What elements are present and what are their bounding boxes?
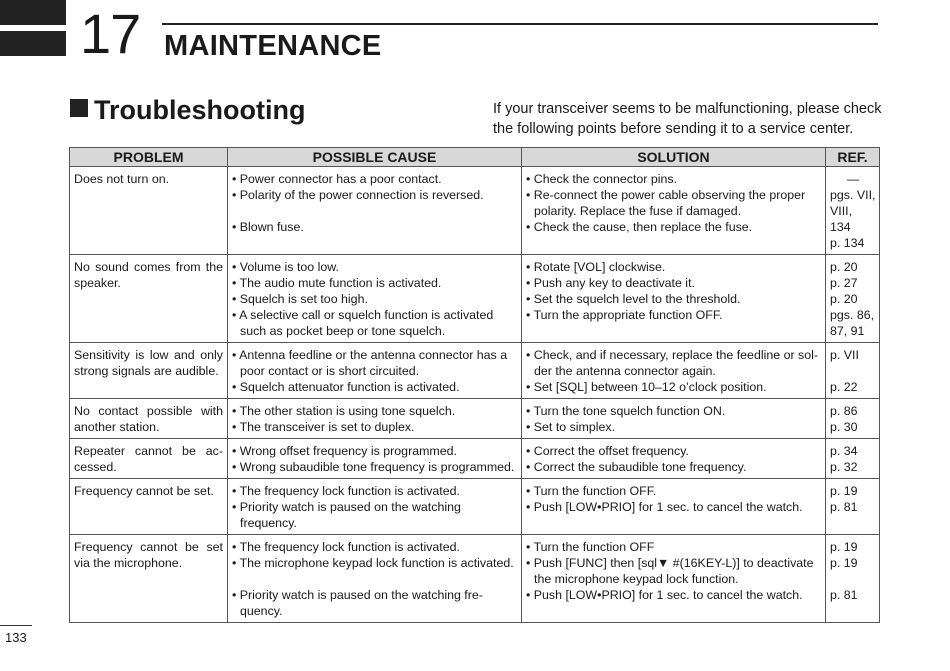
ref-cell: [826, 479, 880, 535]
problem-cell: Does not turn on.: [70, 167, 228, 255]
solution-item: • Turn the appropriate function OFF.: [526, 307, 821, 323]
spacer: [232, 571, 517, 587]
cause-item: • Blown fuse.: [232, 219, 517, 235]
problem-cell: No sound comes from the speaker.: [70, 255, 228, 343]
table-row: [70, 343, 880, 399]
cause-item: • Power connector has a poor contact.: [232, 171, 517, 187]
cause-item: • Squelch is set too high.: [232, 291, 517, 307]
ref-item: p. 19: [830, 484, 858, 498]
table-body: [70, 167, 880, 623]
ref-item: p. 20: [830, 260, 858, 274]
section-title-text: Troubleshooting: [94, 95, 306, 125]
problem-cell: Sensitivity is low and only strong signals are audible.: [70, 343, 228, 399]
solution-cell: [522, 399, 826, 439]
ref-item: p. 32: [830, 460, 858, 474]
solution-item: • Set [SQL] between 10–12 o’clock position.: [526, 379, 821, 395]
table-header-row: [70, 148, 880, 167]
ref-cell: [826, 439, 880, 479]
solution-item: • Set to simplex.: [526, 419, 821, 435]
cause-item: • Wrong subaudible tone frequency is programmed.: [232, 459, 517, 475]
ref-item: p. 34: [830, 444, 858, 458]
solution-item: • Push [LOW•PRIO] for 1 sec. to cancel the watch.: [526, 499, 821, 515]
cause-cell: [228, 343, 522, 399]
spacer: [232, 203, 517, 219]
cause-item: • The other station is using tone squelch.: [232, 403, 517, 419]
table-row: [70, 399, 880, 439]
ref-item: p. VII: [830, 348, 859, 362]
ref-item: p. 19: [830, 540, 858, 554]
table-row: [70, 167, 880, 255]
cause-item: • The frequency lock function is activated.: [232, 483, 517, 499]
ref-cell: [826, 343, 880, 399]
ref-cell: [826, 255, 880, 343]
cause-cell: [228, 439, 522, 479]
cause-item: • Squelch attenuator function is activated.: [232, 379, 517, 395]
solution-cell: [522, 343, 826, 399]
header-ref: REF.: [826, 148, 880, 167]
square-bullet-icon: [70, 99, 88, 117]
solution-item: • Set the squelch level to the threshold.: [526, 291, 821, 307]
solution-item: • Correct the subaudible tone frequency.: [526, 459, 821, 475]
ref-cell: [826, 399, 880, 439]
cause-item: • The frequency lock function is activated.: [232, 539, 517, 555]
cause-item: • Priority watch is paused on the watching fre-quency.: [232, 587, 517, 619]
ref-item: p. 81: [830, 588, 858, 602]
header-solution: SOLUTION: [522, 148, 826, 167]
solution-item: • Check the cause, then replace the fuse.: [526, 219, 821, 235]
solution-item: • Check the connector pins.: [526, 171, 821, 187]
solution-cell: [522, 167, 826, 255]
solution-item: • Check, and if necessary, replace the feedline or sol-der the antenna connector again.: [526, 347, 821, 379]
header-cause: POSSIBLE CAUSE: [228, 148, 522, 167]
table-row: [70, 439, 880, 479]
cause-item: • Wrong offset frequency is programmed.: [232, 443, 517, 459]
chapter-number: 17: [80, 2, 141, 65]
table-row: [70, 535, 880, 623]
page-number: 133: [5, 630, 27, 645]
spacer: [830, 363, 876, 379]
solution-cell: [522, 535, 826, 623]
cause-cell: [228, 255, 522, 343]
table-row: [70, 255, 880, 343]
chapter-tab-graphic: [0, 0, 66, 58]
cause-item: • Polarity of the power connection is reversed.: [232, 187, 517, 203]
cause-cell: [228, 167, 522, 255]
ref-item: p. 134: [830, 236, 865, 250]
chapter-title: MAINTENANCE: [164, 30, 382, 62]
solution-item: • Push [FUNC] then [sql▼ #(16KEY-L)] to deactivate the microphone keypad lock function.: [526, 555, 821, 587]
cause-item: • Priority watch is paused on the watching frequency.: [232, 499, 517, 531]
cause-item: • Antenna feedline or the antenna connector has a poor contact or is short circuited.: [232, 347, 517, 379]
ref-item: p. 27: [830, 276, 858, 290]
solution-cell: [522, 439, 826, 479]
ref-item: p. 20: [830, 292, 858, 306]
cause-cell: [228, 479, 522, 535]
cause-item: • A selective call or squelch function is activated such as pocket beep or tone squelch.: [232, 307, 517, 339]
header-rule: [162, 23, 878, 25]
cause-item: • The audio mute function is activated.: [232, 275, 517, 291]
cause-item: • The microphone keypad lock function is activated.: [232, 555, 517, 571]
cause-cell: [228, 399, 522, 439]
cause-item: • The transceiver is set to duplex.: [232, 419, 517, 435]
ref-item: p. 86: [830, 404, 858, 418]
ref-item: —: [846, 172, 860, 186]
solution-item: • Push any key to deactivate it.: [526, 275, 821, 291]
ref-item: p. 22: [830, 380, 858, 394]
problem-cell: No contact possible with another station.: [70, 399, 228, 439]
section-title: [70, 95, 305, 126]
ref-item: p. 19: [830, 556, 858, 570]
solution-item: • Rotate [VOL] clockwise.: [526, 259, 821, 275]
solution-item: • Turn the tone squelch function ON.: [526, 403, 821, 419]
solution-item: • Turn the function OFF: [526, 539, 821, 555]
cause-cell: [228, 535, 522, 623]
solution-cell: [522, 479, 826, 535]
solution-cell: [522, 255, 826, 343]
header-problem: PROBLEM: [70, 148, 228, 167]
troubleshooting-table: [69, 147, 880, 623]
problem-cell: Frequency cannot be set.: [70, 479, 228, 535]
problem-cell: Frequency cannot be set via the microphone.: [70, 535, 228, 623]
solution-item: • Push [LOW•PRIO] for 1 sec. to cancel the watch.: [526, 587, 821, 603]
ref-item: VIII, 134: [830, 204, 853, 234]
cause-item: • Volume is too low.: [232, 259, 517, 275]
problem-cell: Repeater cannot be ac-cessed.: [70, 439, 228, 479]
ref-cell: [826, 167, 880, 255]
solution-item: • Correct the offset frequency.: [526, 443, 821, 459]
ref-item: 87, 91: [830, 324, 865, 338]
ref-item: pgs. VII,: [830, 188, 876, 202]
ref-item: p. 81: [830, 500, 858, 514]
ref-cell: [826, 535, 880, 623]
page-number-rule: [0, 625, 32, 626]
ref-item: pgs. 86,: [830, 308, 875, 322]
table-row: [70, 479, 880, 535]
ref-item: p. 30: [830, 420, 858, 434]
intro-text: If your transceiver seems to be malfunctioning, please check the following points before sending it to a service center.: [493, 101, 882, 137]
solution-item: • Re-connect the power cable observing the proper polarity. Replace the fuse if damaged.: [526, 187, 821, 219]
spacer: [830, 571, 876, 587]
solution-item: • Turn the function OFF.: [526, 483, 821, 499]
